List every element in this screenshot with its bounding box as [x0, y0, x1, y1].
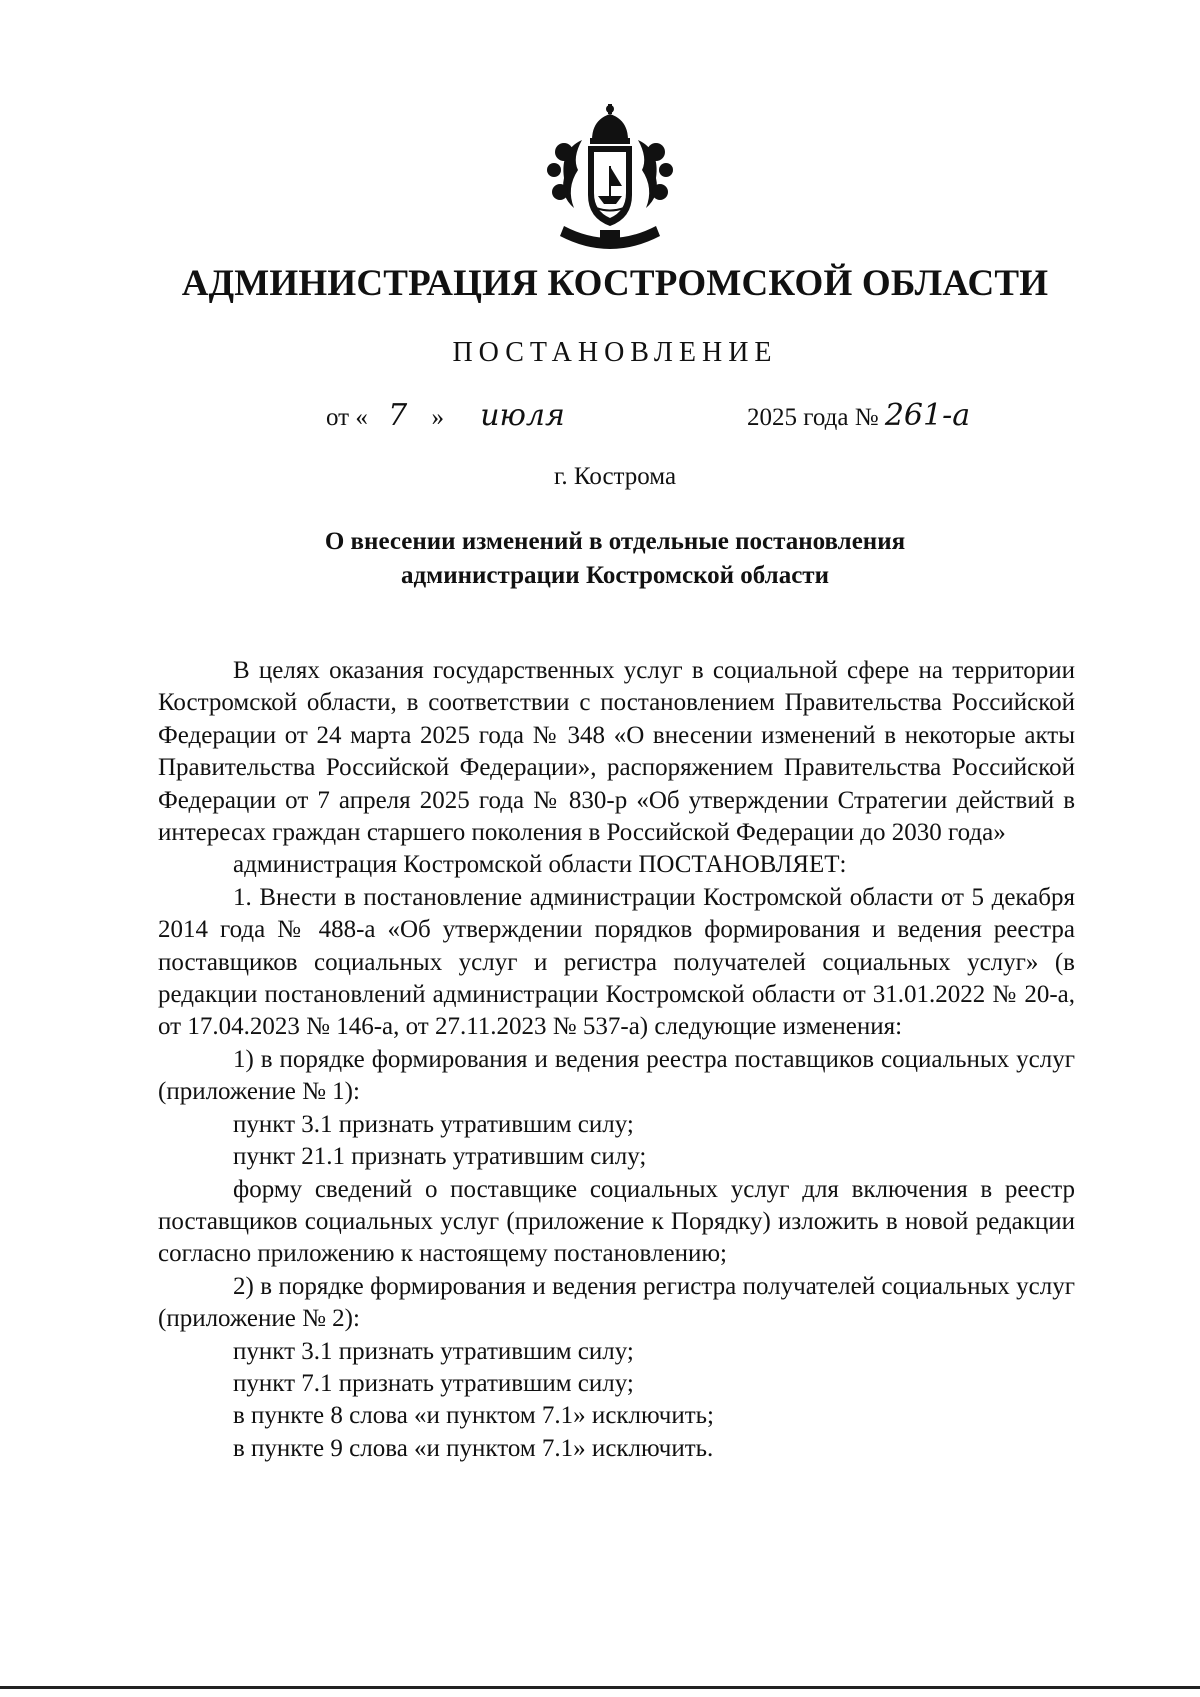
document-type: ПОСТАНОВЛЕНИЕ	[452, 337, 778, 368]
document-date	[326, 398, 565, 433]
city-name: г. Кострома	[553, 463, 677, 490]
date-prefix: от «	[326, 404, 368, 431]
handwritten-day: 7	[388, 398, 408, 433]
body-paragraph: 2) в порядке формирования и ведения регистра получателей социальных услуг (приложение № 2):	[158, 1272, 1075, 1333]
document-body	[158, 655, 1075, 1465]
body-paragraph: пункт 7.1 признать утратившим силу;	[233, 1369, 634, 1397]
body-paragraph: 1. Внести в постановление администрации Костромской области от 5 декабря 2014 года № 488-а «Об утверждении порядков формирования и ведения реестра поставщиков социальных услуг и регистра получателей социальных услуг» (в редакции постановлений администрации Костромской области от 31.01.2022 № 20-а, от 17.04.2023 № 146-а, от 27.11.2023 № 537-а) следующие изменения:	[158, 883, 1075, 1041]
page-bottom-rule	[0, 1686, 1200, 1689]
body-paragraph: пункт 21.1 признать утратившим силу;	[233, 1143, 647, 1171]
body-paragraph: В целях оказания государственных услуг в социальной сфере на территории Костромской области, в соответствии с постановлением Правительства Российской Федерации от 24 марта 2025 года № 348 «О внесении изменений в некоторые акты Правительства Российской Федерации», распоряжением Правительства Российской Федерации от 7 апреля 2025 года № 830-р «Об утверждении Стратегии действий в интересах граждан старшего поколения в Российской Федерации до 2030 года»	[158, 657, 1075, 847]
year-text: 2025 года №	[747, 404, 879, 431]
handwritten-number: 261-а	[884, 398, 971, 433]
coat-of-arms-icon	[530, 100, 690, 260]
body-paragraph: пункт 3.1 признать утратившим силу;	[233, 1337, 634, 1365]
document-subject	[0, 525, 1200, 593]
body-paragraph: пункт 3.1 признать утратившим силу;	[233, 1110, 634, 1138]
body-paragraph: в пункте 8 слова «и пунктом 7.1» исключить;	[233, 1402, 714, 1430]
organization-title: АДМИНИСТРАЦИЯ КОСТРОМСКОЙ ОБЛАСТИ	[181, 263, 1049, 304]
subject-line-1: О внесении изменений в отдельные постановления	[324, 528, 906, 555]
body-paragraph: в пункте 9 слова «и пунктом 7.1» исключить.	[233, 1434, 714, 1462]
date-quote-close: »	[431, 404, 444, 431]
body-paragraph: 1) в порядке формирования и ведения реестра поставщиков социальных услуг (приложение № 1):	[158, 1045, 1075, 1106]
body-paragraph: форму сведений о поставщике социальных услуг для включения в реестр поставщиков социальных услуг (приложение к Порядку) изложить в новой редакции согласно приложению к настоящему постановлению;	[158, 1175, 1075, 1268]
document-number	[747, 398, 970, 433]
handwritten-month: июля	[480, 398, 565, 433]
subject-line-2: администрации Костромской области	[401, 562, 829, 589]
body-paragraph: администрация Костромской области ПОСТАНОВЛЯЕТ:	[233, 851, 847, 879]
